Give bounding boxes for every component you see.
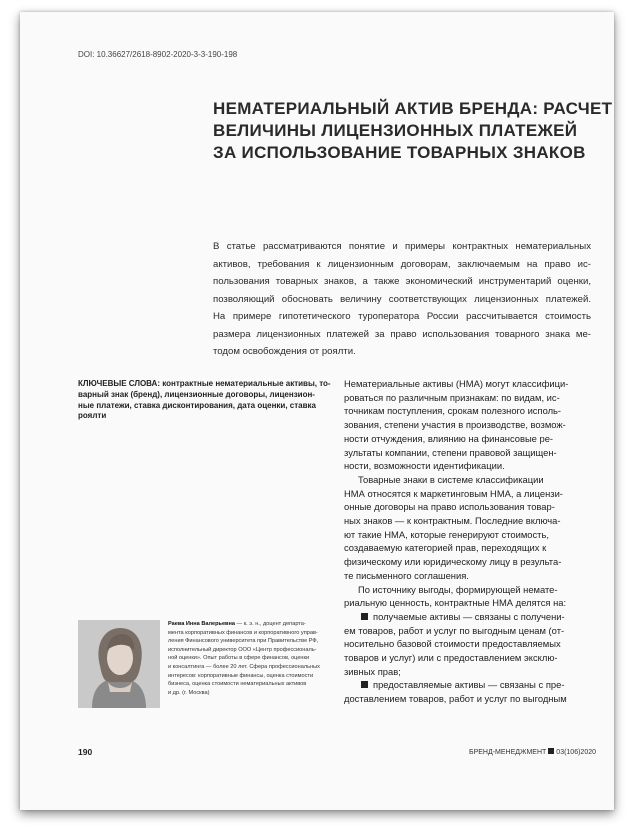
body-line: зивных прав; bbox=[344, 665, 401, 677]
author-bio-line: ления Финансового университета при Правительстве РФ, bbox=[168, 638, 319, 645]
author-bio bbox=[168, 620, 333, 697]
body-line: получаемые активы — связаны с получени- bbox=[373, 610, 565, 622]
author-photo bbox=[78, 620, 160, 708]
author-bio-line: и др. (г. Москва) bbox=[168, 689, 210, 696]
body-line: ем товаров, работ и услуг по выгодным ценам (от- bbox=[344, 624, 565, 636]
abstract-line: На примере гипотетического туроператора России рассчитывается стоимость bbox=[213, 311, 591, 322]
keywords-line: ные платежи, ставка дисконтирования, дата оценки, ставка bbox=[78, 400, 316, 410]
body-line: По источнику выгоды, формирующей немате- bbox=[358, 583, 558, 595]
body-line: зования, степени участия в производстве, возмож- bbox=[344, 419, 566, 431]
bullet-item bbox=[344, 610, 594, 624]
abstract bbox=[213, 238, 591, 361]
body-line: ют такие НМА, которые генерируют стоимость, bbox=[344, 528, 549, 540]
body-line: те письменного соглашения. bbox=[344, 569, 469, 581]
body-line: риальную ценность, контрактные НМА делятся на: bbox=[344, 597, 567, 609]
author-name: Раева Инна Валерьевна bbox=[168, 621, 235, 627]
abstract-line: тодом освобождения от роялти. bbox=[213, 346, 356, 357]
keywords bbox=[78, 379, 334, 422]
body-line: физическому или юридическому лицу в результа- bbox=[344, 556, 562, 568]
body-line: онные договоры на право использования товар- bbox=[344, 501, 555, 513]
issue-number: 03(106)2020 bbox=[556, 749, 596, 756]
abstract-line: размера лицензионных платежей за право использования товарного знака ме- bbox=[213, 328, 591, 340]
page-number: 190 bbox=[78, 747, 93, 757]
body-line: роваться по различным признакам: по видам, ис- bbox=[344, 391, 560, 403]
author-bio-line: ной оценки». Опыт работы в сфере финансов, оценки bbox=[168, 655, 310, 662]
journal-page bbox=[20, 12, 614, 810]
separator-square-icon bbox=[548, 748, 554, 754]
title-line: НЕМАТЕРИАЛЬНЫЙ АКТИВ БРЕНДА: РАСЧЕТ bbox=[213, 99, 613, 118]
author-bio-line: интересов: корпоративные финансы, оценка стоимости bbox=[168, 672, 314, 679]
body-line: НМА относятся к маркетинговым НМА, а лицензи- bbox=[344, 487, 563, 499]
title-line: ЗА ИСПОЛЬЗОВАНИЕ ТОВАРНЫХ ЗНАКОВ bbox=[213, 143, 586, 162]
author-bio-line: исполнительный директор ООО «Центр профессиональ- bbox=[168, 646, 317, 653]
bullet-square-icon bbox=[361, 613, 368, 620]
bullet-item bbox=[344, 678, 594, 692]
body-line: Товарные знаки в системе классификации bbox=[358, 473, 544, 485]
author-bio-line: — к. э. н., доцент департа- bbox=[235, 621, 306, 627]
abstract-line: В статье рассматриваются понятие и примеры контрактных нематериальных bbox=[213, 241, 591, 252]
keywords-line: роялти bbox=[78, 411, 107, 421]
abstract-line: позволяющий обосновать величину соответствующих лицензионных платежей. bbox=[213, 293, 591, 305]
body-line: зультаты компании, степени правовой защищен- bbox=[344, 446, 557, 458]
keywords-line: КЛЮЧЕВЫЕ СЛОВА: контрактные нематериальные активы, то- bbox=[78, 379, 331, 388]
body-line: точникам поступления, срокам полезного исполь- bbox=[344, 405, 562, 417]
body-line: создаваемую категорией прав, переходящих к bbox=[344, 542, 547, 554]
doi-label: DOI: 10.36627/2618-8902-2020-3-3-190-198 bbox=[78, 50, 238, 59]
body-line: Нематериальные активы (НМА) могут классифици- bbox=[344, 378, 569, 389]
journal-name: БРЕНД-МЕНЕДЖМЕНТ bbox=[468, 749, 547, 756]
body-column bbox=[344, 377, 594, 706]
body-line: ности отчуждения, влиянию на финансовые ре- bbox=[344, 432, 554, 444]
article-title bbox=[213, 98, 613, 164]
author-bio-line: и консалтинга — более 20 лет. Сфера профессиональных bbox=[168, 663, 320, 670]
body-line: предоставляемые активы — связаны с пре- bbox=[373, 679, 565, 691]
author-bio-line: мента корпоративных финансов и корпоративного управ- bbox=[168, 629, 318, 636]
body-line: носительно базовой стоимости предоставляемых bbox=[344, 638, 561, 650]
abstract-line: активов, требования к лицензионным договорам, заключаемым на право ис- bbox=[213, 258, 591, 270]
author-portrait-icon bbox=[78, 620, 160, 708]
body-line: доставлением товаров, работ и услуг по выгодным bbox=[344, 693, 567, 705]
author-bio-line: бизнеса, оценка стоимости нематериальных активов bbox=[168, 681, 307, 688]
body-line: товаров и услуг) или с предоставлением эксклю- bbox=[344, 652, 558, 664]
bullet-square-icon bbox=[361, 681, 368, 688]
body-line: ности, возможности идентификации. bbox=[344, 460, 505, 472]
journal-footer bbox=[469, 748, 596, 756]
abstract-line: пользования товарных знаков, а также экономический инструментарий оценки, bbox=[213, 276, 591, 287]
keywords-line: варный знак (бренд), лицензионные договоры, лицензион- bbox=[78, 389, 315, 399]
body-line: ных знаков — к контрактным. Последние включа- bbox=[344, 515, 561, 527]
title-line: ВЕЛИЧИНЫ ЛИЦЕНЗИОННЫХ ПЛАТЕЖЕЙ bbox=[213, 121, 578, 140]
